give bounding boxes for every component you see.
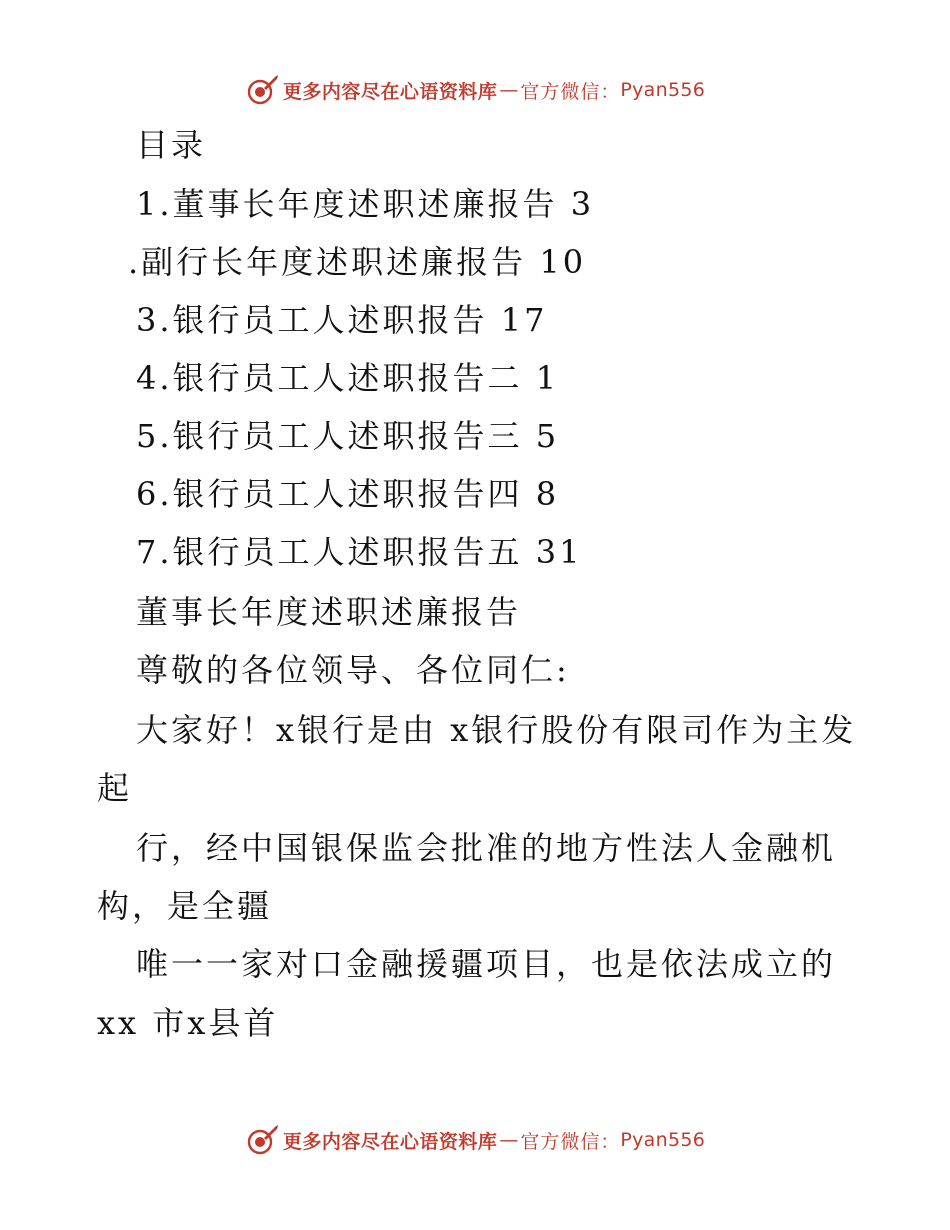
toc-item: 6.银行员工人述职报告四 8	[136, 475, 560, 513]
toc-item: .副行长年度述职述廉报告 10	[128, 243, 587, 281]
pen-logo-icon	[245, 73, 279, 107]
watermark-sub-text: 官方微信：	[520, 1130, 621, 1153]
watermark-banner-top	[0, 70, 950, 110]
toc-item: 3.银行员工人述职报告 17	[136, 301, 548, 339]
paragraph-line: 唯一一家对口金融援疆项目，也是依法成立的	[136, 945, 837, 983]
watermark-wechat-id: Pyan556	[620, 79, 706, 101]
paragraph-line: xx 市x县首	[97, 1004, 279, 1042]
paragraph-line: 起	[97, 769, 133, 807]
toc-title: 目录	[136, 126, 207, 164]
toc-item: 7.银行员工人述职报告五 31	[136, 533, 583, 571]
paragraph-line: 行，经中国银保监会批准的地方性法人金融机	[136, 829, 837, 867]
toc-item: 1.董事长年度述职述廉报告 3	[136, 185, 595, 223]
toc-item: 4.银行员工人述职报告二 1	[136, 359, 560, 397]
section-heading: 董事长年度述职述廉报告	[136, 593, 522, 631]
paragraph-line: 构，是全疆	[97, 887, 273, 925]
watermark-main-text: 更多内容尽在心语资料库	[282, 1130, 498, 1153]
pen-logo-icon	[245, 1123, 279, 1157]
toc-item: 5.银行员工人述职报告三 5	[136, 417, 560, 455]
paragraph-line: 大家好！x银行是由 x银行股份有限司作为主发	[136, 711, 857, 749]
watermark-wechat-id: Pyan556	[620, 1129, 706, 1151]
watermark-banner-bottom	[0, 1120, 950, 1160]
watermark-separator: —	[499, 79, 519, 101]
watermark-separator: —	[499, 1129, 519, 1151]
salutation: 尊敬的各位领导、各位同仁:	[136, 651, 570, 689]
watermark-sub-text: 官方微信：	[520, 80, 621, 103]
watermark-main-text: 更多内容尽在心语资料库	[282, 80, 498, 103]
